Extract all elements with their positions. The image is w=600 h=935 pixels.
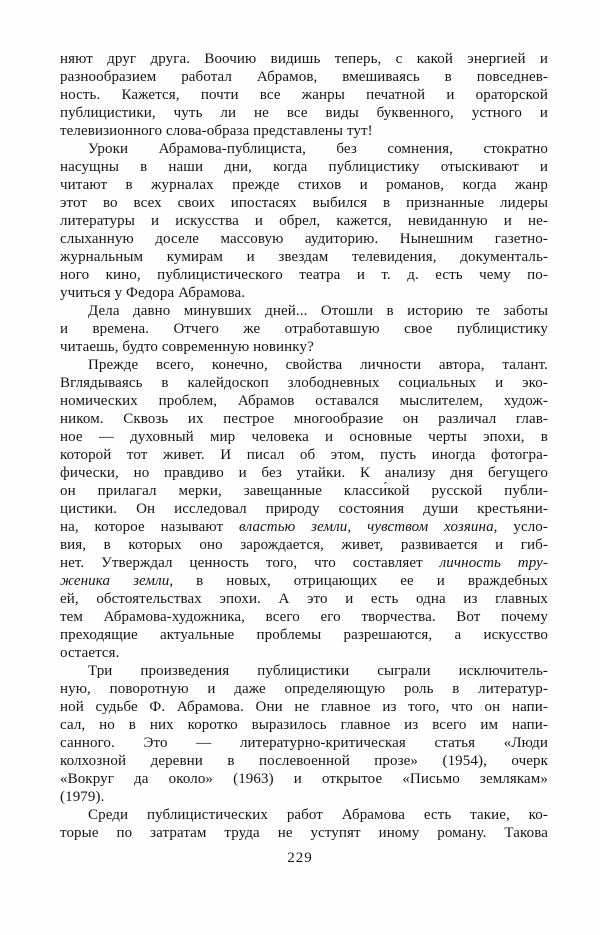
text-line: цистики. Он исследовал природу состояния души крестьяни- [60,501,548,517]
text-line: ей, обстоятельствах эпохи. А это и есть одна из главных [60,591,548,607]
text-line: Дела давно минувших дней... Отошли в историю те заботы [88,303,548,319]
text-line: санного. Это — литературно-критическая статья «Люди [60,735,548,751]
text-line: слыханную доселе массовую аудиторию. Нынешним газетно- [60,231,548,247]
paragraph [60,806,548,842]
text-line: няют друг друга. Воочию видишь теперь, с какой энергией и [60,51,548,67]
text-line: журнальным кумирам и звездам телевидения, документаль- [60,249,548,265]
text-line: Среди публицистических работ Абрамова есть такие, ко- [88,807,548,823]
text-line: и времена. Отчего же отработавшую свое публицистику [60,321,548,337]
text-line: тем Абрамова-художника, всего его творчества. Вот почему [60,609,548,625]
text-line: насущны в наши дни, когда публицистику отыскивают и [60,159,548,175]
text-line: на, которое называют властью земли, чувством хозяина, усло- [60,519,548,535]
paragraph [60,356,548,662]
text-line: телевизионного слова-образа представлены тут! [60,123,373,139]
text-line: сал, но в них коротко выразилось главное из всего им напи- [60,717,548,733]
text-line: читают в журналах прежде стихов и романов, когда жанр [60,177,548,193]
text-line: преходящие актуальные проблемы разрешаются, а искусство [60,627,548,643]
text-line: ность. Кажется, почти все жанры печатной и ораторской [60,87,548,103]
text-line: ное — духовный мир человека и основные черты эпохи, в [60,429,548,445]
paragraph [60,50,548,140]
text-line: ной судьбе Ф. Абрамова. Они не главное из того, что он напи- [60,699,548,715]
text-line: читаешь, будто современную новинку? [60,339,314,355]
text-line: женика земли, в новых, отрицающих ее и враждебных [60,573,548,589]
text-line: публицистики, чуть ли не все виды буквенного, устного и [60,105,548,121]
text-line: которой тот живет. И писал об этом, пусть иногда фотогра- [60,447,548,463]
text-line: нет. Утверждал ценность того, что составляет личность тру- [60,555,548,571]
text-line: вия, в которых оно зарождается, живет, развивается и гиб- [60,537,548,553]
text-line: «Вокруг да около» (1963) и открытое «Письмо землякам» [60,771,548,787]
text-line: колхозной деревни в послевоенной прозе» (1954), очерк [60,753,548,769]
text-line: (1979). [60,789,105,805]
text-line: этот во всех своих ипостасях выбился в признанные лидеры [60,195,548,211]
paragraph [60,662,548,806]
text-line: ником. Сквозь их пестрое многообразие он различал глав- [60,411,548,427]
text-line: Вглядываясь в калейдоскоп злободневных социальных и эко- [60,375,548,391]
text-line: торые по затратам труда не уступят иному роману. Такова [60,825,548,841]
page-number: 229 [287,850,313,866]
text-line: он прилагал мерки, завещанные класси́кой русской публи- [60,483,548,499]
text-line: Прежде всего, конечно, свойства личности автора, талант. [88,357,548,373]
text-line: учиться у Федора Абрамова. [60,285,246,301]
text-line: разнообразием работал Абрамов, вмешиваясь в повседнев- [60,69,548,85]
text-line: литературы и искусства и обрел, кажется, невиданную и не- [60,213,548,229]
paragraph [60,302,548,356]
paragraph [60,140,548,302]
text-block [60,50,548,842]
text-line: фически, но правдиво и без утайки. К анализу дня бегущего [60,465,548,481]
text-line: номических проблем, Абрамов оставался мыслителем, худож- [60,393,548,409]
text-line: ного кино, публицистического театра и т. д. есть чему по- [60,267,548,283]
text-line: ную, поворотную и даже определяющую роль в литератур- [60,681,548,697]
text-line: Три произведения публицистики сыграли исключитель- [88,663,548,679]
text-line: Уроки Абрамова-публициста, без сомнения, стократно [88,141,548,157]
text-line: остается. [60,645,120,661]
